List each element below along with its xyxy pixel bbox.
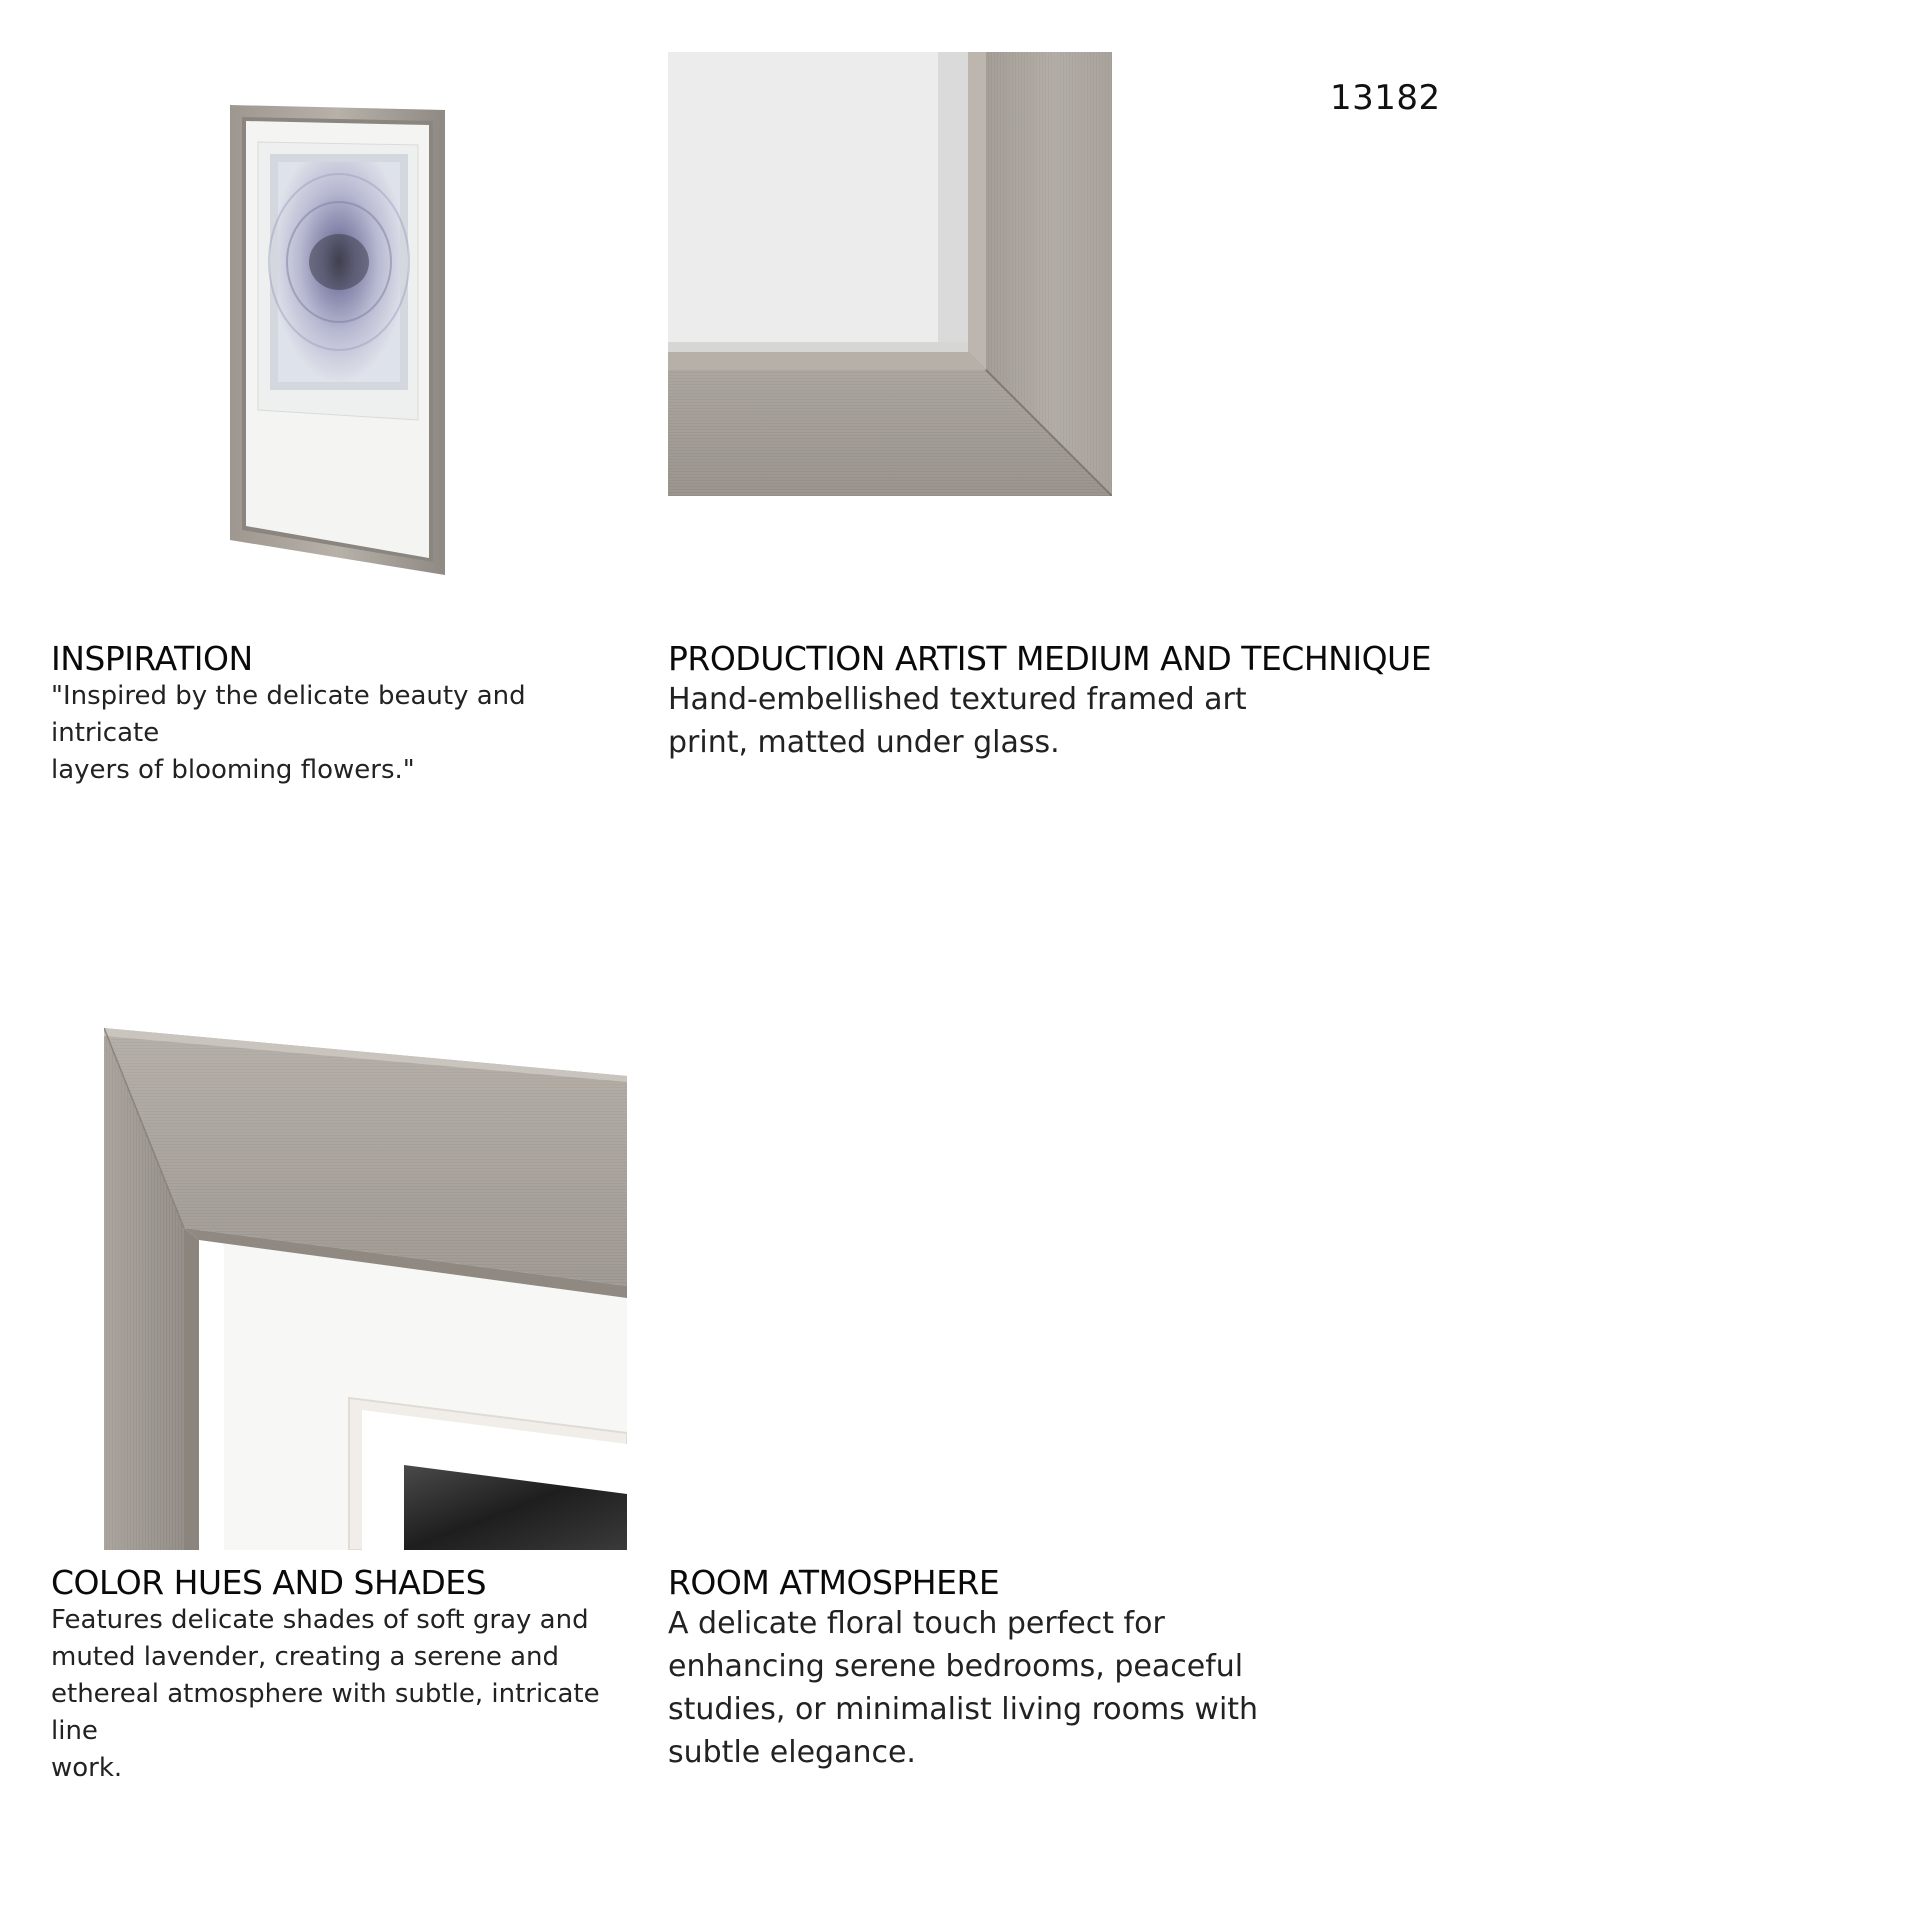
medium-line: Hand-embellished textured framed art xyxy=(668,682,1247,717)
room-line: studies, or minimalist living rooms with xyxy=(668,1692,1259,1727)
color-heading: COLOR HUES AND SHADES xyxy=(51,1563,487,1602)
frame-corner-image xyxy=(668,52,1112,496)
room-heading: ROOM ATMOSPHERE xyxy=(668,1563,1000,1602)
medium-line: print, matted under glass. xyxy=(668,725,1060,760)
color-text xyxy=(51,1602,651,1787)
room-line: subtle elegance. xyxy=(668,1735,916,1770)
sku-number: 13182 xyxy=(1330,78,1441,118)
frame-corner-top-left-photo xyxy=(104,1028,627,1550)
medium-heading: PRODUCTION ARTIST MEDIUM AND TECHNIQUE xyxy=(668,639,1432,678)
room-text xyxy=(668,1602,1268,1774)
inspiration-text xyxy=(51,678,631,789)
room-line: enhancing serene bedrooms, peaceful xyxy=(668,1649,1244,1684)
inspiration-line: layers of blooming flowers." xyxy=(51,755,415,785)
color-line: Features delicate shades of soft gray and xyxy=(51,1605,589,1635)
frame-corner-image xyxy=(104,1028,627,1550)
color-line: ethereal atmosphere with subtle, intricate line xyxy=(51,1679,600,1746)
inspiration-line: "Inspired by the delicate beauty and intricate xyxy=(51,681,526,748)
framed-art-image xyxy=(200,90,480,580)
medium-text xyxy=(668,678,1268,764)
framed-art-photo xyxy=(200,90,480,580)
room-line: A delicate floral touch perfect for xyxy=(668,1606,1165,1641)
frame-corner-bottom-right-photo xyxy=(668,52,1112,496)
inspiration-heading: INSPIRATION xyxy=(51,639,253,678)
color-line: muted lavender, creating a serene and xyxy=(51,1642,560,1672)
color-line: work. xyxy=(51,1753,123,1783)
